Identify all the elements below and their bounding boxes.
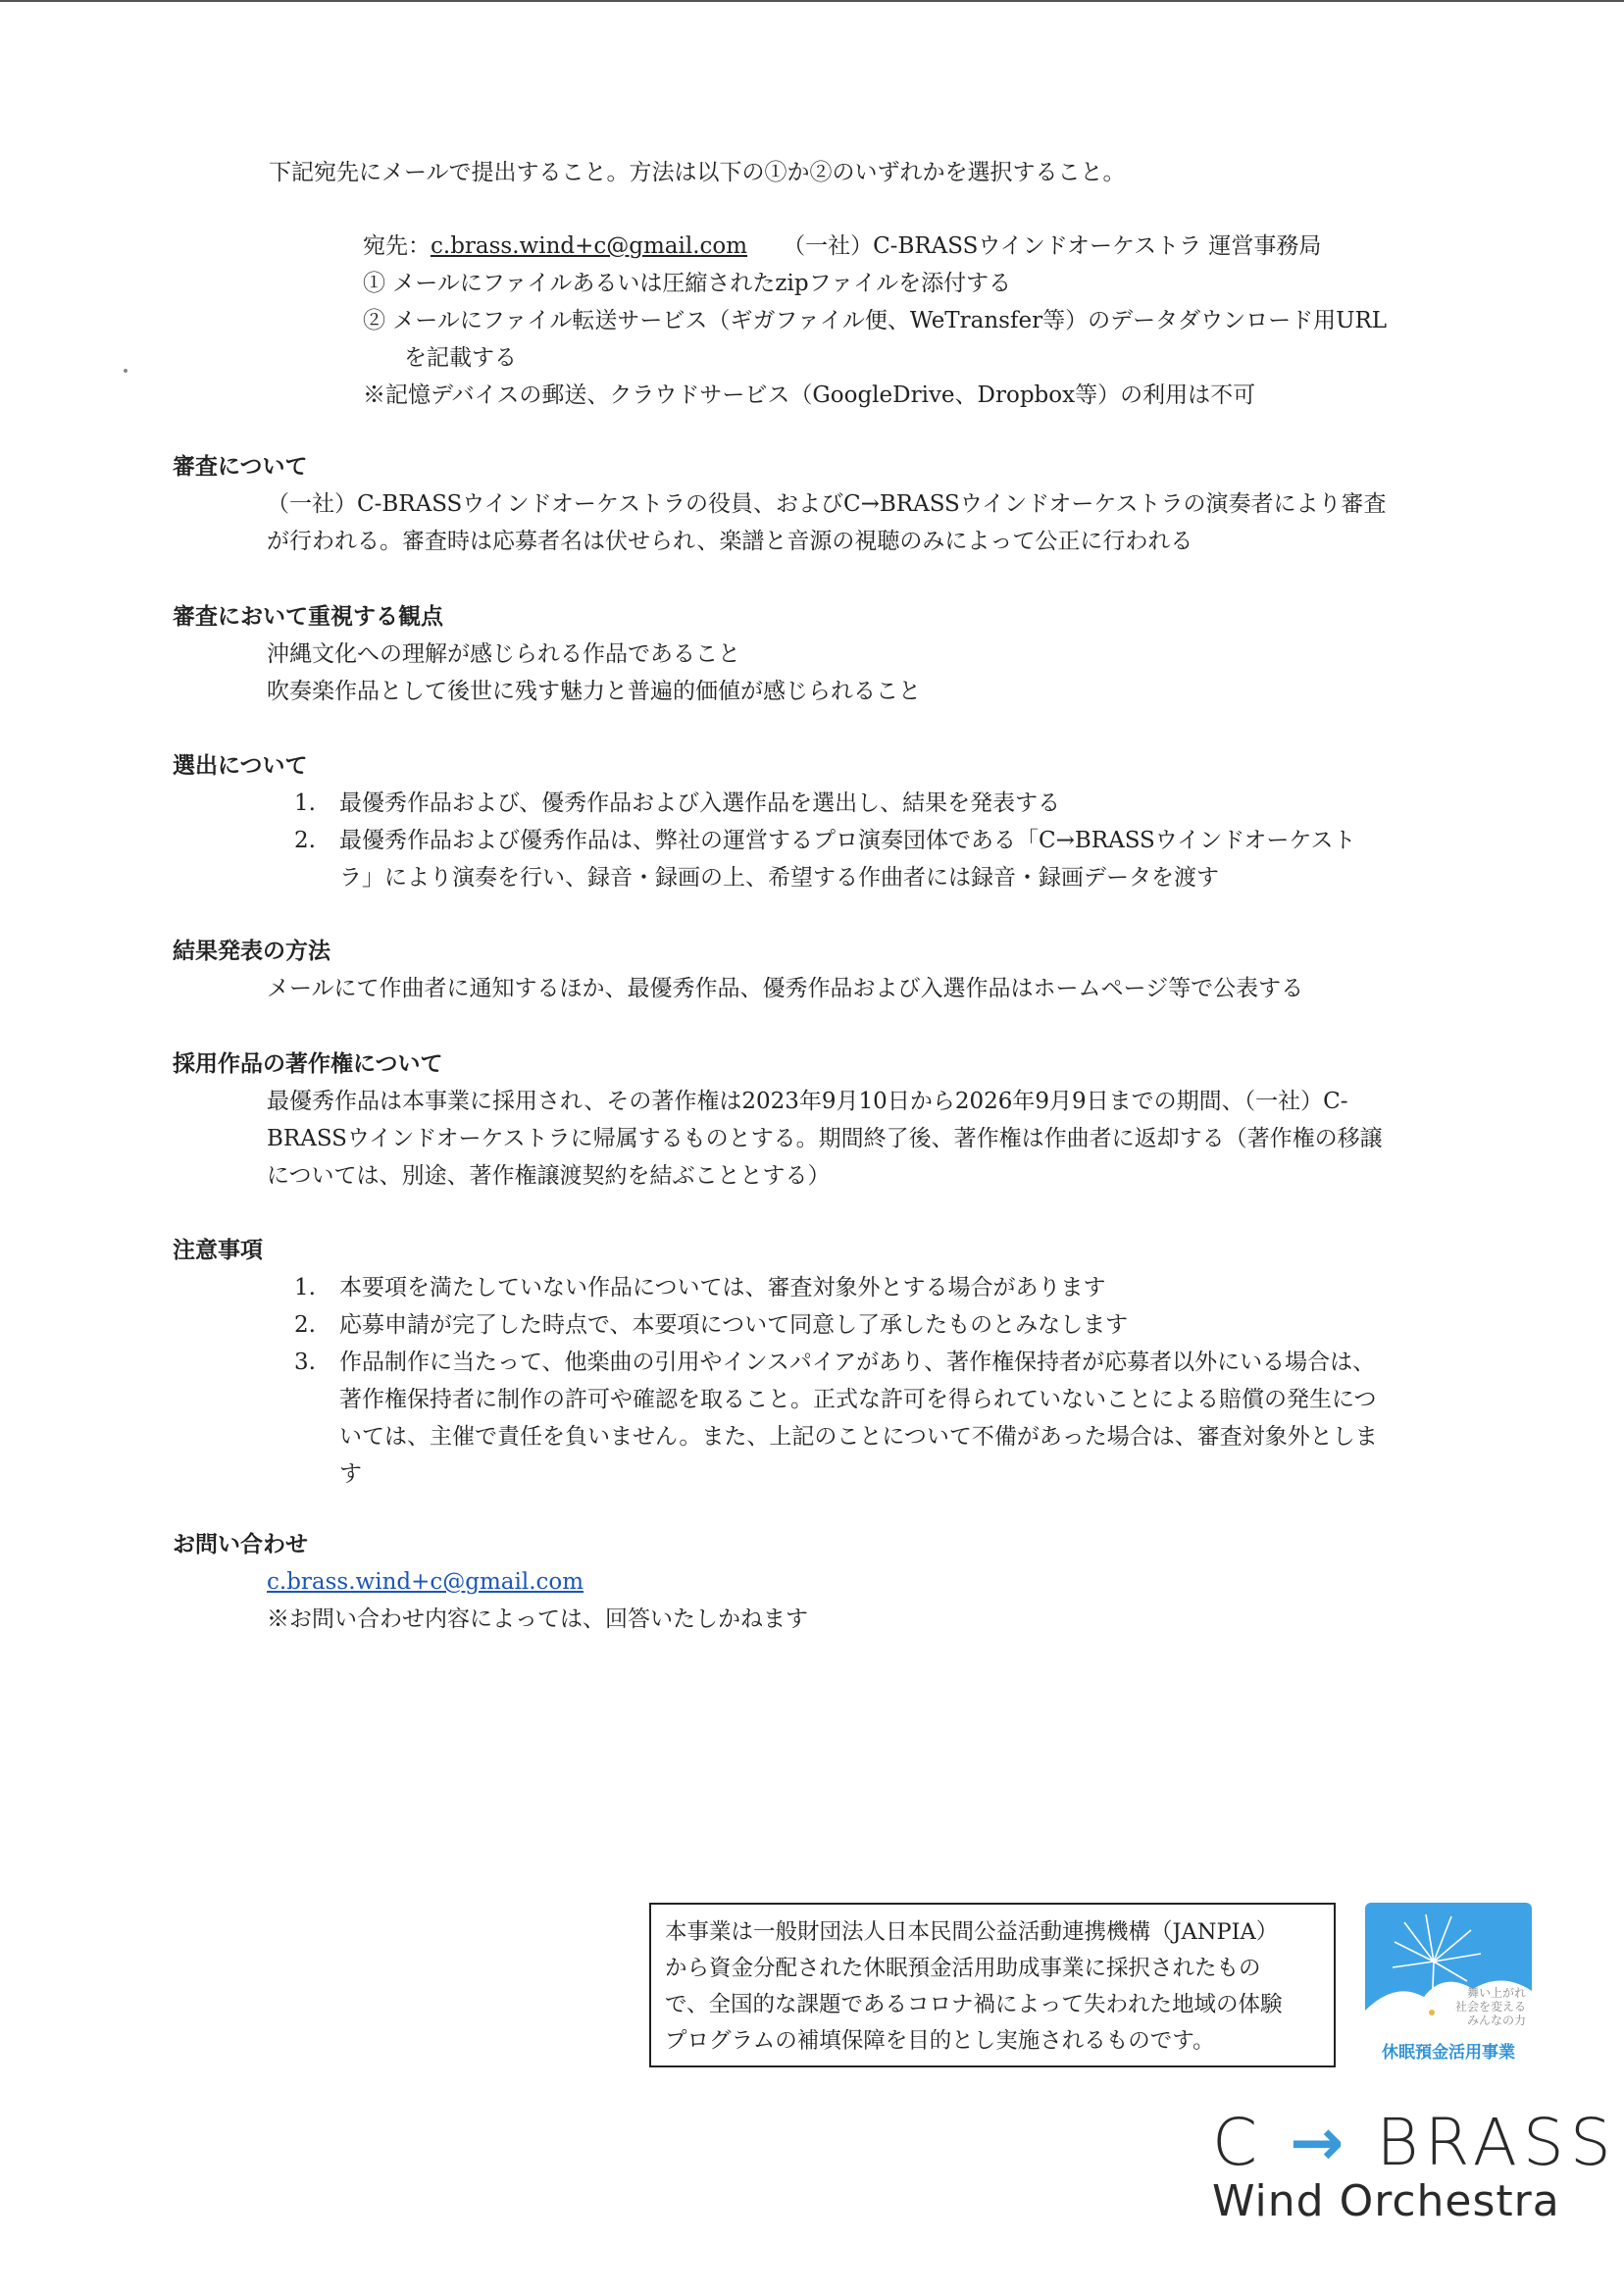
copyright-line-2: BRASSウインドオーケストラに帰属するものとする。期間終了後、著作権は作曲者に返却する（著作権の移譲 <box>267 1126 1383 1151</box>
list-number: 3. <box>294 1350 316 1375</box>
cbrass-logo-c: C <box>1212 2105 1264 2180</box>
contact-heading: お問い合わせ <box>173 1531 308 1557</box>
submission-option-2-line2: を記載する <box>404 345 517 371</box>
selection-list <box>173 785 1447 896</box>
list-item <box>294 822 1447 896</box>
list-item-text: 著作権保持者に制作の許可や確認を取ること。正式な許可を得られていないことによる賠償の発生につ <box>339 1387 1377 1412</box>
review-line-1: （一社）C-BRASSウインドオーケストラの役員、およびC→BRASSウインドオーケストラの演奏者により審査 <box>267 491 1387 517</box>
cbrass-logo-brass: BRASS <box>1376 2105 1617 2180</box>
copyright-heading: 採用作品の著作権について <box>173 1050 443 1077</box>
notes-list <box>173 1269 1447 1493</box>
submission-address-line <box>363 228 1387 265</box>
copyright-body <box>173 1083 1447 1195</box>
notes-heading: 注意事項 <box>173 1237 263 1263</box>
criteria-heading: 審査において重視する観点 <box>173 603 443 630</box>
cbrass-logo <box>1212 2105 1617 2246</box>
list-number: 2. <box>294 828 316 853</box>
review-line-2: が行われる。審査時は応募者名は伏せられ、楽譜と音源の視聴のみによって公正に行われる <box>267 529 1193 554</box>
submission-intro: 下記宛先にメールで提出すること。方法は以下の①か②のいずれかを選択すること。 <box>269 160 1126 185</box>
address-prefix: 宛先： <box>363 233 431 259</box>
list-item-text: 本要項を満たしていない作品については、審査対象外とする場合があります <box>339 1275 1106 1300</box>
list-item <box>294 1306 1447 1344</box>
funding-notice-line-2: から資金分配された休眠預金活用助成事業に採択されたもの <box>665 1956 1261 1981</box>
submission-details <box>363 228 1387 414</box>
contact-note: ※お問い合わせ内容によっては、回答いたしかねます <box>267 1606 808 1632</box>
cbrass-logo-subtitle: Wind Orchestra <box>1212 2176 1560 2226</box>
list-item-text: 作品制作に当たって、他楽曲の引用やインスパイアがあり、著作権保持者が応募者以外にいる場合は、 <box>339 1350 1376 1375</box>
funding-notice-box <box>649 1903 1336 2067</box>
submission-note: ※記憶デバイスの郵送、クラウドサービス（GoogleDrive、Dropbox等）の利用は不可 <box>363 382 1256 408</box>
list-item-text: す <box>339 1461 362 1487</box>
contact-email-link[interactable]: c.brass.wind+c@gmail.com <box>267 1569 584 1595</box>
announcement-line-1: メールにて作曲者に通知するほか、最優秀作品、優秀作品および入選作品はホームページ等で公表する <box>267 976 1304 1001</box>
review-body <box>173 485 1447 560</box>
scan-speck <box>124 369 127 373</box>
criteria-body <box>173 636 1447 710</box>
selection-section <box>173 747 1447 896</box>
top-border-line <box>0 0 1624 2</box>
funding-notice-line-3: で、全国的な課題であるコロナ禍によって失われた地域の体験 <box>665 1992 1283 2017</box>
submission-option-2-line1: ② メールにファイル転送サービス（ギガファイル便、WeTransfer等）のデータダウンロード用URL <box>363 308 1388 333</box>
announcement-section <box>173 933 1447 1007</box>
announcement-heading: 結果発表の方法 <box>173 938 330 964</box>
list-item-text: 応募申請が完了した時点で、本要項について同意し了承したものとみなします <box>339 1312 1129 1338</box>
dormant-logo-caption: 休眠預金活用事業 <box>1382 2043 1515 2063</box>
review-heading: 審査について <box>173 453 308 480</box>
list-item-text: ラ」により演奏を行い、録音・録画の上、希望する作曲者には録音・録画データを渡す <box>339 865 1219 891</box>
criteria-line-2: 吹奏楽作品として後世に残す魅力と普遍的価値が感じられること <box>267 679 921 704</box>
copyright-line-3: については、別途、著作権譲渡契約を結ぶこととする） <box>267 1163 831 1189</box>
notes-section <box>173 1232 1447 1493</box>
list-item <box>294 1344 1447 1493</box>
copyright-section <box>173 1045 1447 1195</box>
list-item-text: 最優秀作品および優秀作品は、弊社の運営するプロ演奏団体である「C→BRASSウインドオーケスト <box>339 828 1356 853</box>
list-number: 1. <box>294 1275 316 1300</box>
dormant-slogan-2: 社会を変える <box>1454 2000 1526 2014</box>
dormant-slogan-1: 舞い上がれ <box>1466 1986 1526 2000</box>
dormant-slogan-3: みんなの力 <box>1466 2014 1526 2027</box>
funding-notice-line-1: 本事業は一般財団法人日本民間公益活動連携機構（JANPIA） <box>665 1919 1279 1945</box>
submission-email-link[interactable]: c.brass.wind+c@gmail.com <box>431 233 748 259</box>
contact-body <box>173 1563 1447 1638</box>
list-item-text: 最優秀作品および、優秀作品および入選作品を選出し、結果を発表する <box>339 790 1061 816</box>
list-item <box>294 785 1447 822</box>
list-item <box>294 1269 1447 1306</box>
announcement-body <box>173 970 1447 1007</box>
funding-notice-line-4: プログラムの補填保障を目的とし実施されるものです。 <box>665 2028 1215 2054</box>
criteria-section <box>173 598 1447 710</box>
criteria-line-1: 沖縄文化への理解が感じられる作品であること <box>267 641 740 667</box>
list-number: 1. <box>294 790 316 816</box>
contact-section <box>173 1526 1447 1638</box>
arrow-right-icon: → <box>1290 2105 1350 2180</box>
submission-option-1: ① メールにファイルあるいは圧縮されたzipファイルを添付する <box>363 271 1012 296</box>
list-item-text: いては、主催で責任を負いません。また、上記のことについて不備があった場合は、審査対象外としま <box>339 1424 1378 1450</box>
submission-org: （一社）C-BRASSウインドオーケストラ 運営事務局 <box>783 233 1322 259</box>
list-number: 2. <box>294 1312 316 1338</box>
selection-heading: 選出について <box>173 752 308 779</box>
copyright-line-1: 最優秀作品は本事業に採用され、その著作権は2023年9月10日から2026年9月9日までの期間、（一社）C- <box>267 1089 1348 1114</box>
review-section <box>173 448 1447 560</box>
